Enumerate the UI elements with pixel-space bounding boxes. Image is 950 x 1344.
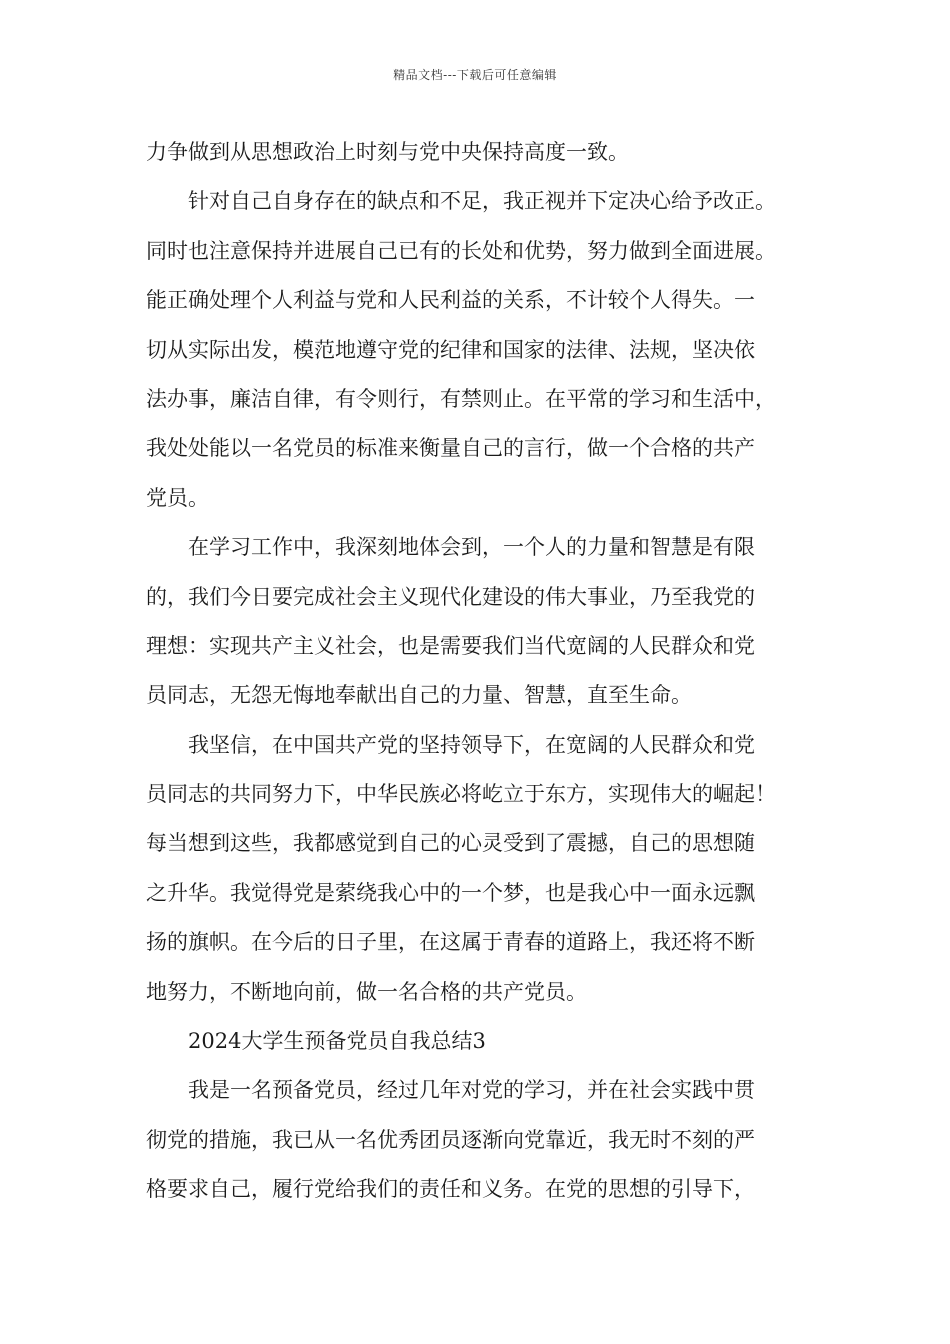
text-line: 之升华。我觉得党是萦绕我心中的一个梦，也是我心中一面永远飘 (146, 880, 755, 905)
text-line: 格要求自己，履行党给我们的责任和义务。在党的思想的引导下， (146, 1177, 755, 1202)
text-line: 力争做到从思想政治上时刻与党中央保持高度一致。 (146, 140, 629, 164)
document-body (146, 128, 826, 1215)
text-line: 员同志的共同努力下，中华民族必将屹立于东方，实现伟大的崛起！ (146, 782, 776, 807)
text-line: 我是一名预备党员，经过几年对党的学习，并在社会实践中贯 (188, 1078, 755, 1103)
text-line: 理想：实现共产主义社会，也是需要我们当代宽阔的人民群众和党 (146, 633, 755, 658)
text-line: 的，我们今日要完成社会主义现代化建设的伟大事业，乃至我党的 (146, 584, 755, 609)
text-line: 员同志，无怨无悔地奉献出自己的力量、智慧，直至生命。 (146, 683, 692, 708)
text-line: 切从实际出发，模范地遵守党的纪律和国家的法律、法规，坚决依 (146, 337, 755, 362)
text-line: 2024大学生预备党员自我总结3 (188, 1029, 486, 1054)
text-line: 党员。 (146, 485, 209, 510)
text-line: 法办事，廉洁自律，有令则行，有禁则止。在平常的学习和生活中， (146, 386, 776, 411)
text-line: 地努力，不断地向前，做一名合格的共产党员。 (146, 979, 587, 1004)
text-line: 彻党的措施，我已从一名优秀团员逐渐向党靠近，我无时不刻的严 (146, 1127, 755, 1152)
page-header: 精品文档---下载后可任意编辑 (393, 68, 557, 82)
text-line: 扬的旗帜。在今后的日子里，在这属于青春的道路上，我还将不断 (146, 930, 755, 955)
text-line: 同时也注意保持并进展自己已有的长处和优势，努力做到全面进展。 (146, 238, 776, 263)
text-line: 我处处能以一名党员的标准来衡量自己的言行，做一个合格的共产 (146, 436, 755, 461)
text-line: 针对自己自身存在的缺点和不足，我正视并下定决心给予改正。 (188, 189, 776, 214)
text-line: 能正确处理个人利益与党和人民利益的关系，不计较个人得失。一 (146, 288, 755, 313)
text-line: 在学习工作中，我深刻地体会到，一个人的力量和智慧是有限 (188, 535, 755, 560)
text-line: 我坚信，在中国共产党的坚持领导下，在宽阔的人民群众和党 (188, 732, 755, 757)
text-line: 每当想到这些，我都感觉到自己的心灵受到了震撼，自己的思想随 (146, 831, 755, 856)
